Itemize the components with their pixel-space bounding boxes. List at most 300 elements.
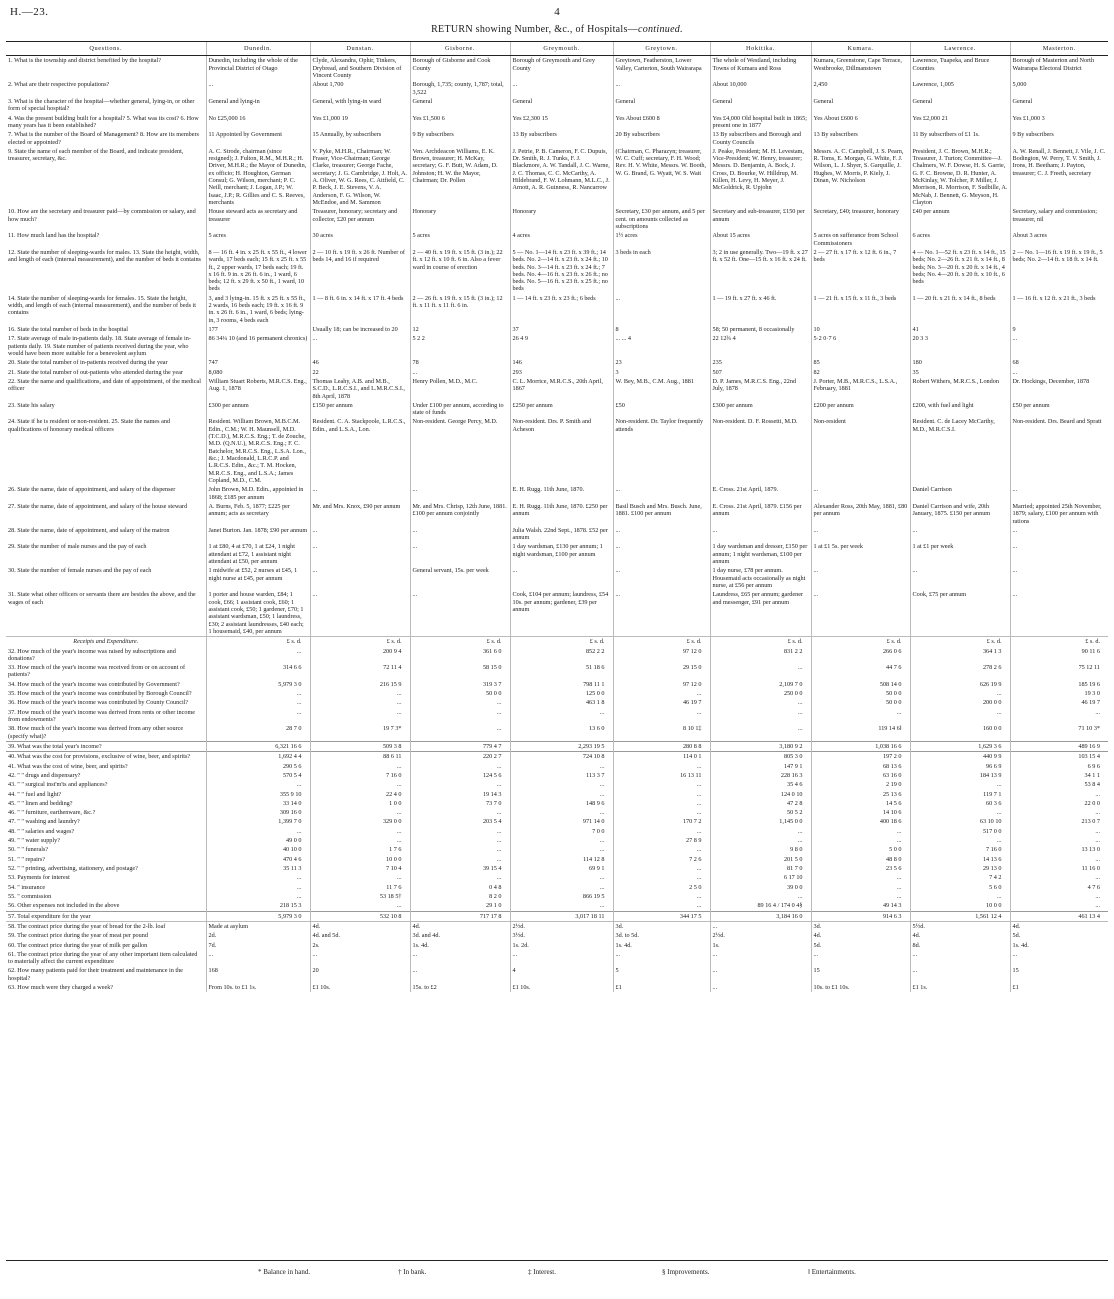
cell-dunedin: House steward acts as secretary and treasurer (206, 207, 310, 231)
question-row (6, 325, 1108, 334)
cell-greytown: ... (613, 526, 710, 543)
question-row (6, 542, 1108, 566)
cell-lawrence: £40 per annum (910, 207, 1010, 231)
cell-hokitika: 1 day wardsman and dresser, £150 per annum; 1 night wardsman, £100 per annum (710, 542, 811, 566)
cell-masterton: 22 0 0 (1010, 799, 1108, 808)
cell-hokitika: ... (710, 698, 811, 707)
question-row (6, 485, 1108, 502)
col-header-hokitika: Hokitika. (710, 42, 811, 56)
cell-dunedin: 168 (206, 966, 310, 983)
question-cell: 62. How many patients paid for their treatment and maintenance in the hospital? (8, 967, 183, 982)
cell-dunedin: ... (206, 689, 310, 698)
cell-hokitika: 3,180 9 2 (710, 741, 811, 751)
question-cell: 12. State the number of sleeping-wards for males. 13. State the height, width, and length of each (internal measurement), and the number of beds it contains (8, 248, 201, 264)
cell-kumara: J. Porter, M.B., M.R.C.S., L.S.A., February, 1881 (811, 377, 910, 401)
cell-masterton: General (1010, 97, 1108, 114)
cell-masterton: 185 19 6 (1010, 680, 1108, 689)
cell-greytown: (Chairman, C. Pharazyn; treasurer, W. C. Cuff; secretary, F. H. Wood; Rev. H. V. White, Messrs. W. Booth, W. G. Brand, G. Wyatt, W. S. Wait (613, 147, 710, 208)
cell-kumara: Alexander Ross, 20th May, 1881, £80 per annum (811, 502, 910, 526)
cell-greytown: 20 By subscribers (613, 130, 710, 147)
cell-lawrence: 1,561 12 4 (910, 911, 1010, 921)
cell-gisborne: ... (410, 526, 510, 543)
question-cell: 45. " " linen and bedding? (8, 799, 73, 807)
cell-hokitika: 81 7 0 (710, 864, 811, 873)
cell-kumara: Yes About £600 6 (811, 114, 910, 131)
cell-dunedin: 290 5 6 (206, 762, 310, 771)
cell-dunedin: 7d. (206, 941, 310, 950)
cell-dunstan: 19 7 3* (310, 724, 410, 741)
lsd-header-greytown: £ s. d. (613, 637, 710, 647)
cell-dunstan: ... (310, 950, 410, 967)
cell-lawrence: 5½d. (910, 921, 1010, 931)
cell-masterton: 11 16 0 (1010, 864, 1108, 873)
cell-lawrence: £1 1s. (910, 983, 1010, 992)
cell-dunedin: Dunedin, including the whole of the Provincial District of Otago (206, 56, 310, 80)
cell-greymouth: 5 — No. 1—14 ft. x 23 ft. x 39 ft.; 14 beds. No. 2—14 ft. x 23 ft. x 24 ft.; 10 beds. No. 3—14 ft. x 23 ft. x 24 ft.; 7 beds. No. 4—16 ft. x 23 ft. x 26 ft.; no beds. No. 5—16 ft. x 23 ft. x 25 ft.; no beds (510, 248, 613, 294)
cell-kumara: 85 (811, 358, 910, 367)
cell-kumara: ... (811, 590, 910, 636)
question-row (6, 401, 1108, 418)
cell-gisborne: 2 — 26 ft. x 19 ft. x 15 ft. (3 in.); 12 ft. x 11 ft. x 11 ft. 6 in. (410, 294, 510, 325)
cell-greymouth: ... (510, 950, 613, 967)
cell-dunedin: General and lying-in (206, 97, 310, 114)
cell-dunstan: 53 18 5† (310, 892, 410, 901)
finance-row (6, 698, 1108, 707)
question-row (6, 526, 1108, 543)
cell-lawrence: Cook, £75 per annum (910, 590, 1010, 636)
cell-masterton: Borough of Masterton and North Wairarapa Electoral District (1010, 56, 1108, 80)
cell-greymouth: 148 9 6 (510, 799, 613, 808)
question-cell: 46. " " furniture, earthenware, &c.? (8, 809, 96, 817)
cell-dunstan: 15 Annually, by subscribers (310, 130, 410, 147)
question-cell: 11. How much land has the hospital? (8, 232, 100, 240)
cell-greymouth: 2½d. (510, 921, 613, 931)
cell-kumara: 400 18 6 (811, 817, 910, 826)
question-cell: 27. State the name, date of appointment, and salary of the house steward (8, 502, 188, 510)
cell-kumara: 10 (811, 325, 910, 334)
cell-kumara: 49 14 3 (811, 901, 910, 911)
cell-hokitika: 228 16 3 (710, 771, 811, 780)
col-header-masterton: Masterton. (1010, 42, 1108, 56)
question-row (6, 358, 1108, 367)
cell-gisborne: ... (410, 845, 510, 854)
cell-greymouth: ... (510, 873, 613, 882)
cell-dunstan: 509 3 8 (310, 741, 410, 751)
question-cell: 30. State the number of female nurses and the pay of each (8, 567, 152, 575)
cell-gisborne: ... (410, 762, 510, 771)
cell-greytown: ... (613, 827, 710, 836)
cell-lawrence: 29 13 0 (910, 864, 1010, 873)
cell-greymouth: 2,293 19 5 (510, 741, 613, 751)
cell-lawrence: ... (910, 808, 1010, 817)
cell-masterton: ... (1010, 836, 1108, 845)
cell-dunedin: 218 15 3 (206, 901, 310, 911)
lsd-header-masterton: £ s. d. (1010, 637, 1108, 647)
cell-masterton: ... (1010, 790, 1108, 799)
cell-masterton: ... (1010, 566, 1108, 590)
cell-gisborne: 717 17 8 (410, 911, 510, 921)
finance-row (6, 752, 1108, 762)
cell-dunstan: 216 15 9 (310, 680, 410, 689)
lsd-header-greymouth: £ s. d. (510, 637, 613, 647)
finance-row (6, 689, 1108, 698)
cell-masterton: 90 11 6 (1010, 647, 1108, 664)
cell-greytown: 46 19 7 (613, 698, 710, 707)
cell-greymouth: ... (510, 780, 613, 789)
cell-dunedin: ... (206, 708, 310, 725)
question-cell: 24. State if he is resident or non-resident. 25. State the names and qualifications of honorary medical officers (8, 418, 171, 433)
cell-dunedin: Made at asylum (206, 921, 310, 931)
cell-gisborne: 779 4 7 (410, 741, 510, 751)
cell-hokitika: 507 (710, 368, 811, 377)
cell-gisborne: 319 3 7 (410, 680, 510, 689)
cell-gisborne: 124 5 6 (410, 771, 510, 780)
cell-greymouth: 1 — 14 ft. x 23 ft. x 23 ft.; 6 beds (510, 294, 613, 325)
cell-hokitika: 831 2 2 (710, 647, 811, 664)
cell-dunedin: 40 10 0 (206, 845, 310, 854)
cell-greytown: 29 15 0 (613, 663, 710, 680)
cell-greymouth: 1s. 2d. (510, 941, 613, 950)
cell-gisborne: ... (410, 698, 510, 707)
cell-dunedin: 1,399 7 0 (206, 817, 310, 826)
cell-hokitika: About 15 acres (710, 231, 811, 248)
cell-gisborne: 19 14 3 (410, 790, 510, 799)
cell-hokitika: 2,109 7 0 (710, 680, 811, 689)
question-cell: 20. State the total number of in-patients received during the year (8, 359, 168, 367)
cell-hokitika: J. Peake, President; M. H. Levestam, Vice-President; W. Henry, treasurer; Messrs. D. Benjamin, A. Bock, J. Cross, D. Bourke, W. Hilldrup, M. Killen, H. Levy, H. Meyer, J. McGoldrick, R. Upjohn (710, 147, 811, 208)
cell-gisborne: Borough, 1,735; county, 1,787; total, 3,522 (410, 80, 510, 97)
cell-hokitika: 201 5 0 (710, 855, 811, 864)
finance-heading-row (6, 637, 1108, 647)
lsd-header-hokitika: £ s. d. (710, 637, 811, 647)
cell-hokitika: 39 0 0 (710, 883, 811, 892)
cell-dunstan: 4d. and 5d. (310, 931, 410, 940)
cell-lawrence: President, J. C. Brown, M.H.R.; Treasurer, J. Turton; Committee—J. Chalmers, W. F. Dowse, H. S. Garrie, G. F. C. Browne, D. R. Hunter, A. McKinlay, W. Tolcher, P. Miller, J. Morrison, R. Morrison, F. Sudbille, A. McNab, J. Bennett, G. Meyson, H. Clayton (910, 147, 1010, 208)
cell-greytown: ... (613, 950, 710, 967)
price-row (6, 983, 1108, 992)
col-header-greymouth: Greymouth. (510, 42, 613, 56)
question-cell: 1. What is the township and district benefited by the hospital? (6, 56, 206, 80)
cell-dunstan: Mr. and Mrs. Knox, £90 per annum (310, 502, 410, 526)
cell-greymouth: 37 (510, 325, 613, 334)
cell-lawrence: 35 (910, 368, 1010, 377)
cell-kumara: ... (811, 566, 910, 590)
cell-dunstan: 22 (310, 368, 410, 377)
cell-masterton: ... (1010, 855, 1108, 864)
cell-hokitika: ... (710, 983, 811, 992)
cell-kumara: 14 10 6 (811, 808, 910, 817)
question-cell: 33. How much of the year's income was received from or on account of patients? (8, 664, 186, 679)
question-cell: 26. State the name, date of appointment, and salary of the dispenser (8, 486, 176, 494)
cell-dunstan: 329 0 0 (310, 817, 410, 826)
cell-dunstan: ... (310, 708, 410, 725)
cell-gisborne: Honorary (410, 207, 510, 231)
cell-greytown: 27 8 9 (613, 836, 710, 845)
cell-hokitika: E. Cross. 21st April, 1879. (710, 485, 811, 502)
cell-kumara: 14 5 6 (811, 799, 910, 808)
cell-dunstan: 4d. (310, 921, 410, 931)
cell-gisborne: 5 2 2 (410, 334, 510, 358)
finance-row (6, 836, 1108, 845)
cell-greymouth: 7 0 0 (510, 827, 613, 836)
cell-dunedin: 309 16 0 (206, 808, 310, 817)
cell-greytown: ... (613, 864, 710, 873)
cell-kumara: 5d. (811, 941, 910, 950)
cell-masterton: 2 — No. 1—16 ft. x 19 ft. x 19 ft., 5 beds; No. 2—14 ft. x 18 ft. x 14 ft. (1010, 248, 1108, 294)
cell-masterton: 1 — 16 ft. x 12 ft. x 21 ft., 3 beds (1010, 294, 1108, 325)
cell-dunstan: ... (310, 827, 410, 836)
cell-masterton: ... (1010, 950, 1108, 967)
col-header-gisborne: Gisborne. (410, 42, 510, 56)
cell-dunedin: 49 0 0 (206, 836, 310, 845)
cell-gisborne: ... (410, 780, 510, 789)
cell-dunedin: ... (206, 698, 310, 707)
question-cell: 52. " " printing, advertising, stationery, and postage? (8, 865, 138, 873)
cell-dunstan: Thomas Leahy, A.B. and M.B., S.C.D., L.R.C.S.I., and L.M.R.C.S.I., 8th April, 1878 (310, 377, 410, 401)
cell-masterton: ... (1010, 526, 1108, 543)
cell-kumara: Kumara, Greenstone, Cape Terrace, Westbrooke, Dillmanstown (811, 56, 910, 80)
cell-kumara: 23 5 6 (811, 864, 910, 873)
finance-row (6, 892, 1108, 901)
cell-lawrence: 200 0 0 (910, 698, 1010, 707)
question-cell: 17. State average of male in-patients daily. 18. State average of female in-patients daily. 19. State number of patients received during the year, who would have been more suitable for a benevolent asylum (8, 335, 191, 357)
cell-lawrence: 1,629 3 6 (910, 741, 1010, 751)
cell-hokitika: 1 day nurse, £78 per annum. Housemaid acts occasionally as night nurse, at £56 per annum (710, 566, 811, 590)
cell-greymouth: 798 11 1 (510, 680, 613, 689)
question-row (6, 368, 1108, 377)
cell-dunstan: 2 — 10 ft. x 19 ft. x 26 ft. Number of beds 14, and 16 if required (310, 248, 410, 294)
cell-masterton: 1s. 4d. (1010, 941, 1108, 950)
cell-greytown: ... (613, 566, 710, 590)
cell-gisborne: 361 6 0 (410, 647, 510, 664)
question-row (6, 130, 1108, 147)
cell-hokitika: About 10,000 (710, 80, 811, 97)
cell-gisborne: 4d. (410, 921, 510, 931)
cell-kumara: 508 14 0 (811, 680, 910, 689)
cell-masterton: 9 By subscribers (1010, 130, 1108, 147)
cell-lawrence: ... (910, 526, 1010, 543)
cell-greymouth: 146 (510, 358, 613, 367)
question-cell: 40. What was the cost for provisions, exclusive of wine, beer, and spirits? (8, 753, 191, 761)
cell-masterton: Non-resident. Drs. Beard and Spratt (1010, 417, 1108, 485)
cell-kumara: 68 13 6 (811, 762, 910, 771)
cell-greymouth: 3,017 18 11 (510, 911, 613, 921)
cell-kumara: 914 6 3 (811, 911, 910, 921)
cell-dunstan: General, with lying-in ward (310, 97, 410, 114)
cell-dunstan: Resident. C. A. Stackpoole, L.R.C.S., Edin., and L.S.A., Lon. (310, 417, 410, 485)
cell-lawrence: ... (910, 566, 1010, 590)
cell-dunedin: 470 4 6 (206, 855, 310, 864)
cell-masterton: About 3 acres (1010, 231, 1108, 248)
cell-dunstan: Clyde, Alexandra, Ophir, Tinkers, Drybread, and Southern Division of Vincent County (310, 56, 410, 80)
cell-hokitika: ... (710, 921, 811, 931)
cell-greytown: General (613, 97, 710, 114)
cell-greymouth: 113 3 7 (510, 771, 613, 780)
cell-kumara: 3d. (811, 921, 910, 931)
cell-greytown: 97 12 0 (613, 680, 710, 689)
cell-dunstan: 2s. (310, 941, 410, 950)
cell-greytown: 3 beds in each (613, 248, 710, 294)
question-row (6, 502, 1108, 526)
cell-greytown: 3 (613, 368, 710, 377)
cell-gisborne: 12 (410, 325, 510, 334)
cell-masterton: A. W. Renall, J. Bennett, J. Vile, J. C. Bodington, W. Perry, T. V. Smith, J. Irons, H. Beetham; J. Payton, treasurer; C. J. Freeth, secretary (1010, 147, 1108, 208)
cell-dunedin: 35 11 3 (206, 864, 310, 873)
cell-lawrence: Robert Withers, M.R.C.S., London (910, 377, 1010, 401)
cell-hokitika: ... (710, 663, 811, 680)
cell-gisborne: ... (410, 873, 510, 882)
footnote-balance: * Balance in hand. (258, 1268, 311, 1276)
cell-dunstan: 88 6 11 (310, 752, 410, 762)
lsd-header-gisborne: £ s. d. (410, 637, 510, 647)
cell-greymouth: 26 4 9 (510, 334, 613, 358)
cell-lawrence: General (910, 97, 1010, 114)
cell-greytown: 170 7 2 (613, 817, 710, 826)
cell-greytown: 1s. 4d. (613, 941, 710, 950)
cell-dunstan: ... (310, 590, 410, 636)
cell-hokitika: 22 12¾ 4 (710, 334, 811, 358)
cell-greytown: ... (613, 294, 710, 325)
cell-hokitika: ... (710, 836, 811, 845)
cell-hokitika: ... (710, 950, 811, 967)
question-cell: 37. How much of the year's income was derived from rents or other income from endowments? (8, 708, 196, 724)
cell-masterton: ... (1010, 368, 1108, 377)
cell-lawrence: Daniel Carrison (910, 485, 1010, 502)
cell-greytown: 7 2 6 (613, 855, 710, 864)
cell-greymouth: 1 day wardsman, £130 per annum; 1 night wardsman, £100 per annum (510, 542, 613, 566)
cell-dunstan: ... (310, 873, 410, 882)
question-row (6, 97, 1108, 114)
cell-kumara: 4d. (811, 931, 910, 940)
cell-dunstan: ... (310, 566, 410, 590)
cell-masterton: 5,000 (1010, 80, 1108, 97)
cell-dunedin: 1 porter and house warden, £84; 1 cook, £66; 1 assistant cook, £60; 1 assistant cook, £50; 1 gardener, £70; 1 assistant wardsman, £50; 1 laundress, £30; 2 assistant laundresses, £40 each; 1 housemaid, £40, per annum (206, 590, 310, 636)
cell-hokitika: 9 8 0 (710, 845, 811, 854)
cell-lawrence: 8d. (910, 941, 1010, 950)
cell-greymouth: 13 By subscribers (510, 130, 613, 147)
cell-greymouth: 3½d. (510, 931, 613, 940)
footnote-interest: ‡ Interest. (528, 1268, 556, 1276)
question-cell: 31. State what other officers or servants there are besides the above, and the wages of each (8, 591, 196, 606)
cell-greymouth: ... (510, 836, 613, 845)
cell-greymouth: ... (510, 80, 613, 97)
cell-lawrence: Yes £2,000 21 (910, 114, 1010, 131)
cell-lawrence: 60 3 6 (910, 799, 1010, 808)
cell-masterton: ... (1010, 827, 1108, 836)
question-cell: 16. State the total number of beds in the hospital (8, 326, 128, 334)
cell-greytown: 5 (613, 966, 710, 983)
question-cell: 41. What was the cost of wine, beer, and spirits? (8, 762, 128, 770)
cell-gisborne: 29 1 0 (410, 901, 510, 911)
cell-lawrence: 440 9 9 (910, 752, 1010, 762)
cell-masterton: 5d. (1010, 931, 1108, 940)
page-title (0, 24, 1114, 35)
price-row (6, 950, 1108, 967)
cell-hokitika: 124 0 10 (710, 790, 811, 799)
cell-greymouth: £250 per annum (510, 401, 613, 418)
cell-dunedin: Resident. William Brown, M.B.C.M. Edin., C.M.; W. H. Maunsell, M.D. (T.C.D.), M.R.C.S. Eng.; T. de Zouche, M.D. (Q.N.U.), M.R.C.S. Eng.; F. C. Batchelor, M.R.C.S. Eng., L.S.A. Lon., &c.; J. Macdonald, L.R.C.P. and L.R.C.S. Edin., &c.; T. M. Hocken, M.R.C.S. Eng., and L.S.A.; James Copland, M.D., C.M. (206, 417, 310, 485)
finance-row (6, 911, 1108, 921)
cell-kumara: 63 16 0 (811, 771, 910, 780)
cell-lawrence: ... (910, 836, 1010, 845)
cell-lawrence: ... (910, 950, 1010, 967)
cell-greytown: ... ... 4 (613, 334, 710, 358)
cell-lawrence: 20 3 3 (910, 334, 1010, 358)
cell-lawrence: 517 0 0 (910, 827, 1010, 836)
cell-masterton: 34 1 1 (1010, 771, 1108, 780)
cell-gisborne: Non-resident. George Percy, M.D. (410, 417, 510, 485)
cell-lawrence: 184 13 9 (910, 771, 1010, 780)
document-reference: H.—23. (10, 6, 49, 18)
finance-row (6, 680, 1108, 689)
cell-dunedin: 28 7 0 (206, 724, 310, 741)
cell-lawrence: 6 acres (910, 231, 1010, 248)
footnote-entertainments: ‖ Entertainments. (808, 1268, 856, 1276)
cell-lawrence: 7 16 0 (910, 845, 1010, 854)
cell-greymouth: Honorary (510, 207, 613, 231)
question-cell: 14. State the number of sleeping-wards for females. 15. State the height, width, and length of each (internal measurement), and the number of beds it contains (8, 294, 196, 317)
cell-gisborne: Borough of Gisborne and Cook County (410, 56, 510, 80)
question-cell: 56. Other expenses not included in the above (8, 902, 120, 910)
cell-dunedin: ... (206, 883, 310, 892)
cell-kumara: ... (811, 526, 910, 543)
cell-lawrence: 11 By subscribers of £1 1s. (910, 130, 1010, 147)
cell-dunstan: Treasurer, honorary; secretary and collector, £20 per annum (310, 207, 410, 231)
cell-greytown: ... (613, 799, 710, 808)
cell-kumara: 10s. to £1 10s. (811, 983, 910, 992)
lsd-header-kumara: £ s. d. (811, 637, 910, 647)
question-cell: 58. The contract price during the year of bread for the 2-lb. loaf (6, 921, 206, 931)
cell-gisborne: ... (410, 724, 510, 741)
cell-masterton: Secretary, salary and commission; treasurer, nil (1010, 207, 1108, 231)
cell-greytown: 344 17 5 (613, 911, 710, 921)
cell-masterton: ... (1010, 873, 1108, 882)
cell-greytown: ... (613, 780, 710, 789)
finance-row (6, 845, 1108, 854)
cell-greymouth: Non-resident. Drs. P. Smith and Acheson (510, 417, 613, 485)
cell-greytown: ... (613, 762, 710, 771)
cell-dunedin: ... (206, 873, 310, 882)
cell-dunstan: 22 4 0 (310, 790, 410, 799)
hospital-return-table (6, 41, 1108, 992)
cell-gisborne: ... (410, 542, 510, 566)
cell-greymouth: 852 2 2 (510, 647, 613, 664)
cell-dunstan: Yes £1,000 19 (310, 114, 410, 131)
cell-greytown: Secretary, £30 per annum, and 5 per cent. on amounts collected as subscriptions (613, 207, 710, 231)
question-cell: 21. State the total number of out-patients who attended during the year (8, 368, 183, 376)
cell-hokitika: General (710, 97, 811, 114)
question-cell: 38. How much of the year's income was derived from any other source (specify what)? (8, 725, 184, 740)
cell-kumara: Messrs. A. C. Campbell, J. S. Pearn, R. Toms, E. Morgan, G. White, F. J. Wilson, L. J. Shyer, S. Garquille, J. Hughes, W. Morris, P. Kiely, J. Dinan, W. Nicholson (811, 147, 910, 208)
cell-dunedin: £300 per annum (206, 401, 310, 418)
cell-greytown: 8 (613, 325, 710, 334)
cell-greytown: 3d. to 5d. (613, 931, 710, 940)
cell-gisborne: Ven. Archdeacon Williams, E. K. Brown, treasurer; H. McKay, secretary; G. F. Butt, W. Adam, D. Johnston; H. W. the Mayor, Chairman; Dr. Pollen (410, 147, 510, 208)
question-row (6, 377, 1108, 401)
cell-dunedin: 570 5 4 (206, 771, 310, 780)
question-cell: 47. " " washing and laundry? (8, 818, 80, 826)
cell-lawrence: 41 (910, 325, 1010, 334)
cell-masterton: 19 3 0 (1010, 689, 1108, 698)
cell-greytown: ... (613, 790, 710, 799)
question-row (6, 417, 1108, 485)
cell-hokitika: Non-resident. D. F. Rossetti, M.D. (710, 417, 811, 485)
cell-dunedin: 8 — 16 ft. 4 in. x 25 ft. x 55 ft., 4 lower wards, 17 beds each; 15 ft. x 25 ft. x 55 ft., 2 upper wards, 17 beds each; 19 ft. x 16 ft. 9 in. x 26 ft. 6 in., 1 ward, 6 beds; 12 ft. x 29 ft. x 50 ft., 1 ward, 10 beds (206, 248, 310, 294)
cell-hokitika: 2½d. (710, 931, 811, 940)
cell-kumara: 5 acres on sufferance from School Commissioners (811, 231, 910, 248)
cell-lawrence: 96 6 9 (910, 762, 1010, 771)
finance-row (6, 790, 1108, 799)
